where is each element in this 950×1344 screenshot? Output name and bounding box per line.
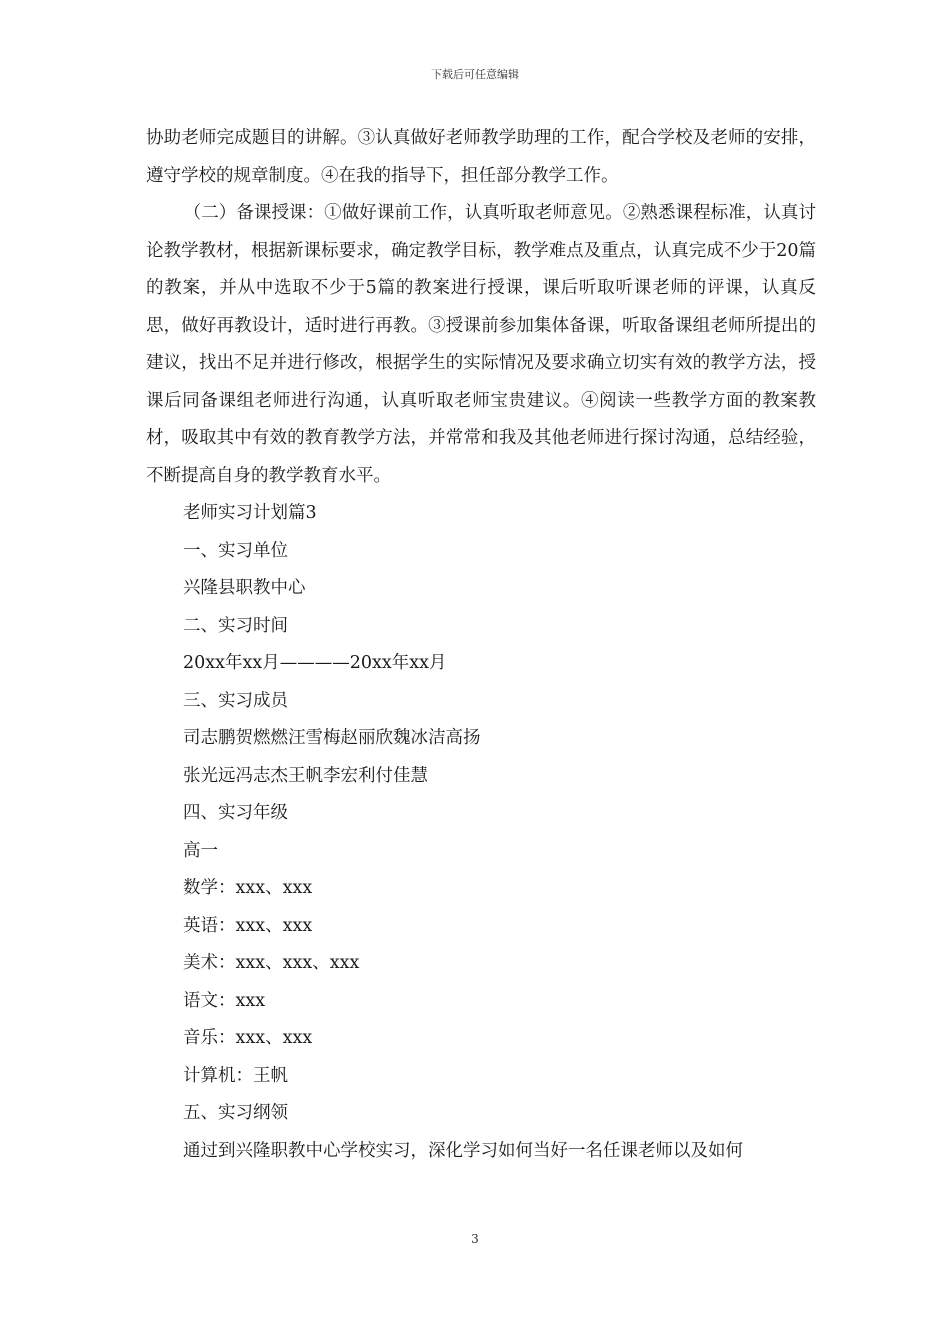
- page-number: 3: [471, 1232, 479, 1246]
- heading-internship-unit: 一、实习单位: [183, 540, 288, 561]
- text-time-range: 20xx年xx月————20xx年xx月: [183, 653, 447, 673]
- text-subject-chinese: 语文：xxx: [183, 990, 266, 1011]
- heading-internship-outline: 五、实习纲领: [183, 1103, 288, 1123]
- heading-internship-time: 二、实习时间: [183, 615, 288, 636]
- page-header: 下载后可任意编辑: [431, 68, 519, 81]
- heading-internship-members: 三、实习成员: [183, 690, 288, 711]
- text-subject-music: 音乐：xxx、xxx: [183, 1028, 313, 1048]
- paragraph-continued: 协助老师完成题目的讲解。③认真做好老师教学助理的工作，配合学校及老师的安排，遵守学校的规章制度。④在我的指导下，担任部分教学工作。: [146, 128, 816, 186]
- text-subject-art: 美术：xxx、xxx、xxx: [183, 953, 360, 973]
- section-title: 老师实习计划篇3: [183, 503, 317, 523]
- paragraph-lesson-prep: （二）备课授课：①做好课前工作，认真听取老师意见。②熟悉课程标准，认真讨论教学教材，根据新课标要求，确定教学目标，教学难点及重点，认真完成不少于20篇的教案，并从中选取不少于5篇的教案进行授课，课后听取听课老师的评课，认真反思，做好再教设计，适时进行再教。③授课前参加集体备课，听取备课组老师所提出的建议，找出不足并进行修改，根据学生的实际情况及要求确立切实有效的教学方法，授课后同备课组老师进行沟通，认真听取老师宝贵建议。④阅读一些教学方面的教案教材，吸取其中有效的教育教学方法，并常常和我及其他老师进行探讨沟通，总结经验，不断提高自身的教学教育水平。: [146, 203, 816, 486]
- text-subject-english: 英语：xxx、xxx: [183, 915, 313, 936]
- document-body: [146, 120, 816, 1170]
- text-members-row-1: 司志鹏贺燃燃汪雪梅赵丽欣魏冰洁高扬: [183, 728, 481, 748]
- text-subject-math: 数学：xxx、xxx: [183, 878, 313, 898]
- text-subject-computer: 计算机：王帆: [183, 1065, 288, 1086]
- text-members-row-2: 张光远冯志杰王帆李宏利付佳慧: [183, 765, 428, 786]
- text-grade: 高一: [183, 840, 218, 861]
- text-outline-start: 通过到兴隆职教中心学校实习，深化学习如何当好一名任课老师以及如何: [183, 1140, 743, 1161]
- text-unit-name: 兴隆县职教中心: [183, 578, 306, 598]
- heading-internship-grade: 四、实习年级: [183, 803, 288, 823]
